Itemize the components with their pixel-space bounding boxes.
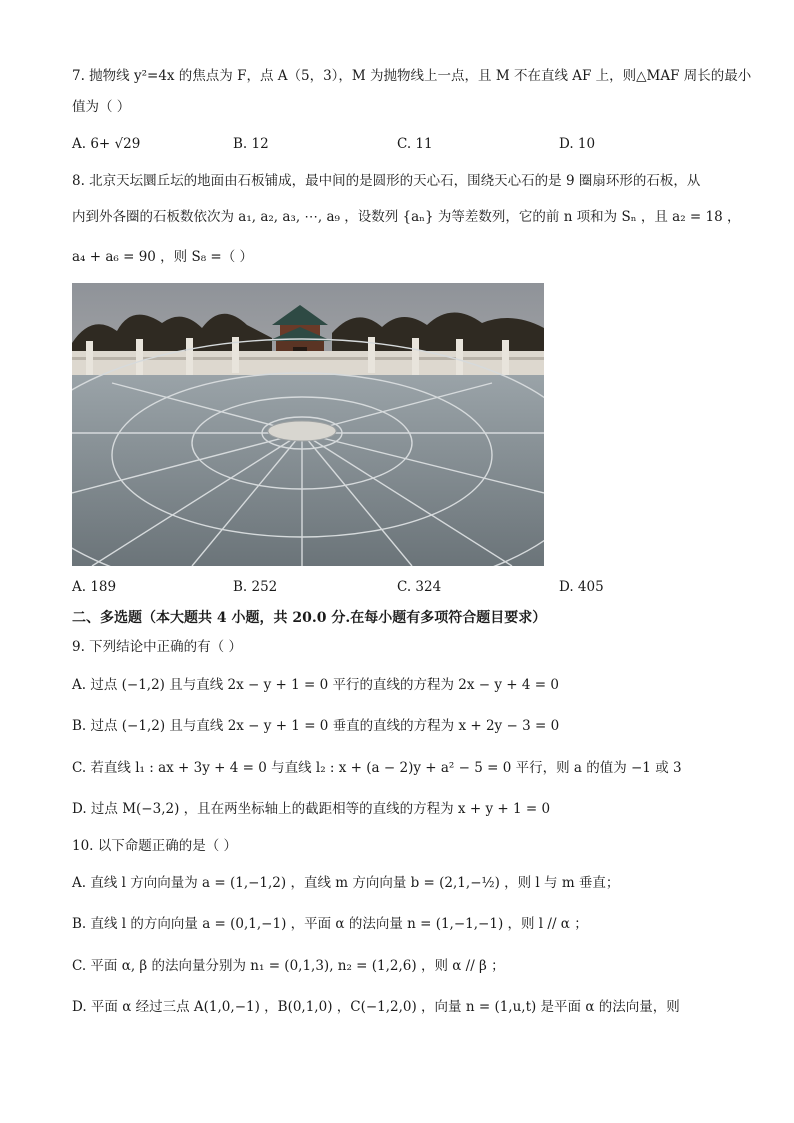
q10-option-a: A. 直线 l 方向向量为 a = (1,−1,2) ，直线 m 方向向量 b = (2,1,−½) ，则 l 与 m 垂直； (72, 875, 620, 891)
q8-option-c: C. 324 (397, 579, 442, 595)
q7-stem-line2: 值为（ ） (72, 99, 131, 115)
q10-option-b: B. 直线 l 的方向向量 a = (0,1,−1) ，平面 α 的法向量 n = (1,−1,−1) ，则 l // α ； (72, 916, 588, 932)
q8-stem-line3: a₄ + a₆ = 90 ，则 S₈ =（ ） (72, 249, 254, 265)
q8-stem-line1: 8. 北京天坛圜丘坛的地面由石板铺成，最中间的是圆形的天心石，围绕天心石的是 9 圈扇环形的石板，从 (72, 173, 701, 189)
q7-option-c: C. 11 (397, 136, 433, 152)
q9-option-d: D. 过点 M(−3,2) ，且在两坐标轴上的截距相等的直线的方程为 x + y + 1 = 0 (72, 801, 551, 817)
q9-stem: 9. 下列结论中正确的有（ ） (72, 639, 242, 655)
q7-option-b: B. 12 (233, 136, 269, 152)
q10-option-d: D. 平面 α 经过三点 A(1,0,−1) ，B(0,1,0) ，C(−1,2,0) ，向量 n = (1,u,t) 是平面 α 的法向量，则 (72, 999, 680, 1015)
q7-option-a: A. 6+ √29 (72, 136, 141, 152)
circular-mound-altar-photo (72, 283, 544, 566)
q9-option-c: C. 若直线 l₁ : ax + 3y + 4 = 0 与直线 l₂ : x + (a − 2)y + a² − 5 = 0 平行，则 a 的值为 −1 或 3 (72, 760, 682, 776)
q7-option-d: D. 10 (559, 136, 596, 152)
q8-option-d: D. 405 (559, 579, 604, 595)
q8-stem-line2: 内到外各圈的石板数依次为 a₁, a₂, a₃, ⋯, a₉ ，设数列 {aₙ} 为等差数列，它的前 n 项和为 Sₙ ，且 a₂ = 18 ， (72, 209, 741, 225)
q10-stem: 10. 以下命题正确的是（ ） (72, 838, 238, 854)
q9-option-a: A. 过点 (−1,2) 且与直线 2x − y + 1 = 0 平行的直线的方程为 2x − y + 4 = 0 (72, 677, 559, 693)
q7-stem-line1: 7. 抛物线 y²=4x 的焦点为 F，点 A（5，3），M 为抛物线上一点，且 M 不在直线 AF 上，则△MAF 周长的最小 (72, 68, 752, 84)
q8-option-a: A. 189 (72, 579, 117, 595)
section-heading: 二、多选题（本大题共 4 小题，共 20.0 分.在每小题有多项符合题目要求） (72, 610, 547, 626)
q10-option-c: C. 平面 α, β 的法向量分别为 n₁ = (0,1,3), n₂ = (1,2,6) ，则 α // β ； (72, 958, 505, 974)
q9-option-b: B. 过点 (−1,2) 且与直线 2x − y + 1 = 0 垂直的直线的方程为 x + 2y − 3 = 0 (72, 718, 560, 734)
q8-option-b: B. 252 (233, 579, 278, 595)
